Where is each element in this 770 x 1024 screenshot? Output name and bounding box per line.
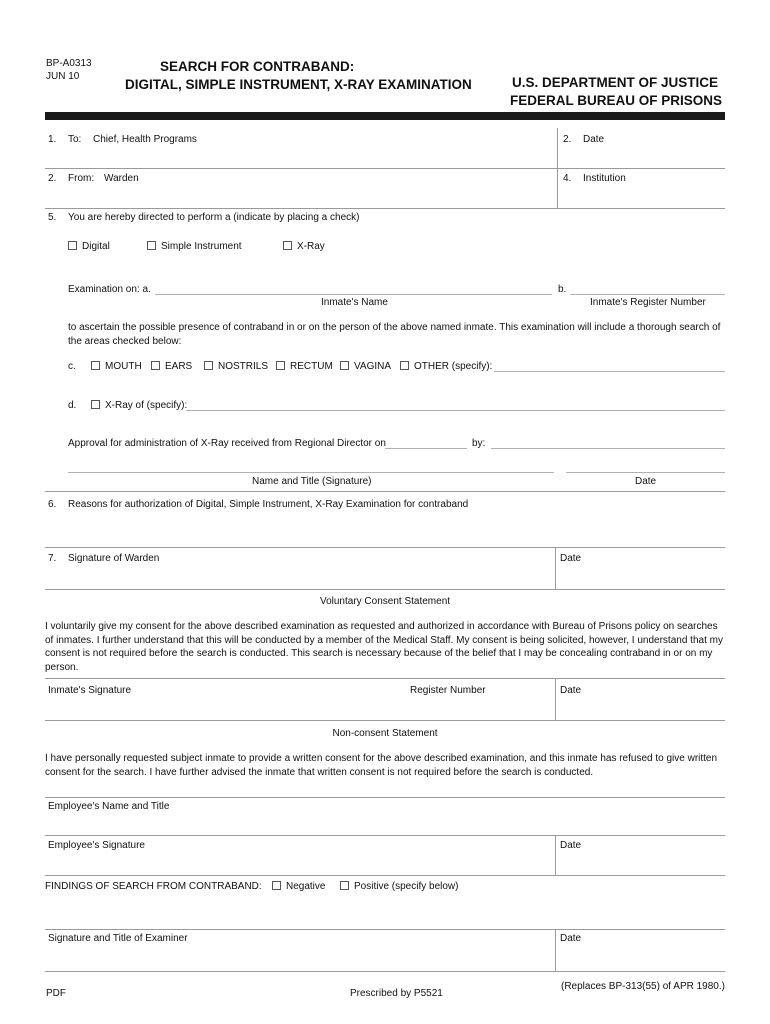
row-divider	[45, 547, 725, 548]
approval-by-line[interactable]	[491, 448, 725, 449]
positive-checkbox[interactable]	[340, 881, 349, 890]
section7-number: 7.	[48, 553, 57, 564]
nonconsent-heading: Non-consent Statement	[332, 728, 438, 739]
institution-label[interactable]: Institution	[583, 173, 626, 184]
nonconsent-text: I have personally requested subject inmate to provide a written consent for the above described examination, and this inmate has refused to give written consent for the search. I have further advised the inmate that written consent is not required before the search is conducted.	[45, 753, 718, 778]
section6-label[interactable]: Reasons for authorization of Digital, Simple Instrument, X-Ray Examination for contraband	[68, 499, 469, 510]
rectum-label: RECTUM	[290, 361, 333, 372]
nostrils-label: NOSTRILS	[218, 361, 269, 372]
agency-line1: U.S. DEPARTMENT OF JUSTICE	[512, 75, 719, 90]
warden-date-label[interactable]: Date	[560, 553, 582, 564]
consent-heading: Voluntary Consent Statement	[319, 596, 451, 607]
section5-number: 5.	[48, 212, 57, 223]
nostrils-checkbox[interactable]	[204, 361, 213, 370]
consent-text: I voluntarily give my consent for the above described examination as requested and authorized in accordance with Bureau of Prisons policy on searches of inmates. I further understand that this will be conducted by a member of the Medical Staff. My consent is being solicited, however, I understand that my consent is not required before the search is conducted. This search is necessary because of the belief that I may be concealing contraband in or on my person.	[45, 621, 723, 673]
form-title-line2: DIGITAL, SIMPLE INSTRUMENT, X-RAY EXAMINATION	[125, 77, 472, 92]
column-divider	[555, 678, 556, 720]
from-value[interactable]: Warden	[104, 173, 139, 184]
exam-on-label: Examination on: a.	[68, 284, 151, 295]
other-label: OTHER (specify):	[414, 361, 493, 372]
approval-label: Approval for administration of X-Ray received from Regional Director on	[68, 438, 386, 449]
employee-name-title-label[interactable]: Employee's Name and Title	[48, 801, 170, 812]
header-rule	[45, 112, 725, 120]
examiner-signature-label[interactable]: Signature and Title of Examiner	[48, 933, 188, 944]
register-number-line[interactable]	[570, 294, 725, 295]
footer-left: PDF	[46, 988, 66, 999]
footer-replaces: (Replaces BP-313(55) of APR 1980.)	[561, 981, 725, 992]
section6-number: 6.	[48, 499, 57, 510]
form-number: BP-A0313	[46, 58, 92, 69]
to-label: To:	[68, 134, 82, 145]
to-value[interactable]: Chief, Health Programs	[93, 134, 197, 145]
row-divider	[45, 797, 725, 798]
by-label: by:	[472, 438, 486, 449]
section5-directive: You are hereby directed to perform a (indicate by placing a check)	[68, 212, 360, 223]
register-number-caption: Inmate's Register Number	[590, 297, 706, 308]
row-divider	[45, 678, 725, 679]
register-number-label[interactable]: Register Number	[410, 685, 486, 696]
date-caption: Date	[635, 476, 657, 487]
row-divider	[45, 168, 725, 169]
simple-instrument-checkbox[interactable]	[147, 241, 156, 250]
other-checkbox[interactable]	[400, 361, 409, 370]
ears-checkbox[interactable]	[151, 361, 160, 370]
to-number: 1.	[48, 134, 57, 145]
negative-label: Negative	[286, 881, 326, 892]
row-divider	[45, 208, 725, 209]
consent-date-label[interactable]: Date	[560, 685, 582, 696]
form-date: JUN 10	[46, 71, 80, 82]
vagina-label: VAGINA	[354, 361, 392, 372]
row-divider	[45, 835, 725, 836]
xray-of-checkbox[interactable]	[91, 400, 100, 409]
rectum-checkbox[interactable]	[276, 361, 285, 370]
examiner-date-label[interactable]: Date	[560, 933, 582, 944]
row-divider	[45, 491, 725, 492]
approval-date-signature-line[interactable]	[566, 472, 725, 473]
negative-checkbox[interactable]	[272, 881, 281, 890]
inmate-signature-label[interactable]: Inmate's Signature	[48, 685, 132, 696]
employee-date-label[interactable]: Date	[560, 840, 582, 851]
column-divider	[555, 835, 556, 875]
from-number: 2.	[48, 173, 57, 184]
row-divider	[45, 875, 725, 876]
b-label: b.	[558, 284, 567, 295]
agency-line2: FEDERAL BUREAU OF PRISONS	[510, 93, 723, 108]
inmate-name-line[interactable]	[155, 294, 552, 295]
positive-label: Positive (specify below)	[354, 881, 459, 892]
ears-label: EARS	[165, 361, 193, 372]
mouth-label: MOUTH	[105, 361, 142, 372]
d-label: d.	[68, 400, 77, 411]
simple-instrument-label: Simple Instrument	[161, 241, 242, 252]
xray-checkbox[interactable]	[283, 241, 292, 250]
vagina-checkbox[interactable]	[340, 361, 349, 370]
mouth-checkbox[interactable]	[91, 361, 100, 370]
xray-of-label: X-Ray of (specify):	[105, 400, 188, 411]
institution-number: 4.	[563, 173, 572, 184]
name-title-caption: Name and Title (Signature)	[252, 476, 372, 487]
digital-label: Digital	[82, 241, 110, 252]
column-divider	[555, 929, 556, 971]
form-title-line1: SEARCH FOR CONTRABAND:	[160, 59, 355, 74]
column-divider	[557, 128, 558, 208]
xray-label: X-Ray	[297, 241, 325, 252]
from-label: From:	[68, 173, 95, 184]
xray-of-line[interactable]	[186, 410, 725, 411]
date-number: 2.	[563, 134, 572, 145]
date-label[interactable]: Date	[583, 134, 605, 145]
other-specify-line[interactable]	[494, 371, 725, 372]
footer-prescribed: Prescribed by P5521	[350, 988, 443, 999]
name-title-signature-line[interactable]	[68, 472, 554, 473]
row-divider	[45, 971, 725, 972]
digital-checkbox[interactable]	[68, 241, 77, 250]
employee-signature-label[interactable]: Employee's Signature	[48, 840, 145, 851]
c-label: c.	[68, 361, 76, 372]
row-divider	[45, 720, 725, 721]
row-divider	[45, 929, 725, 930]
approval-date-line[interactable]	[385, 448, 467, 449]
row-divider	[45, 589, 725, 590]
column-divider	[555, 547, 556, 589]
ascertain-text: to ascertain the possible presence of contraband in or on the person of the above named inmate. This examination will include a thorough search of the areas checked below:	[68, 322, 721, 347]
inmate-name-caption: Inmate's Name	[321, 297, 388, 308]
warden-signature-label[interactable]: Signature of Warden	[68, 553, 160, 564]
findings-label: FINDINGS OF SEARCH FROM CONTRABAND:	[45, 881, 262, 892]
